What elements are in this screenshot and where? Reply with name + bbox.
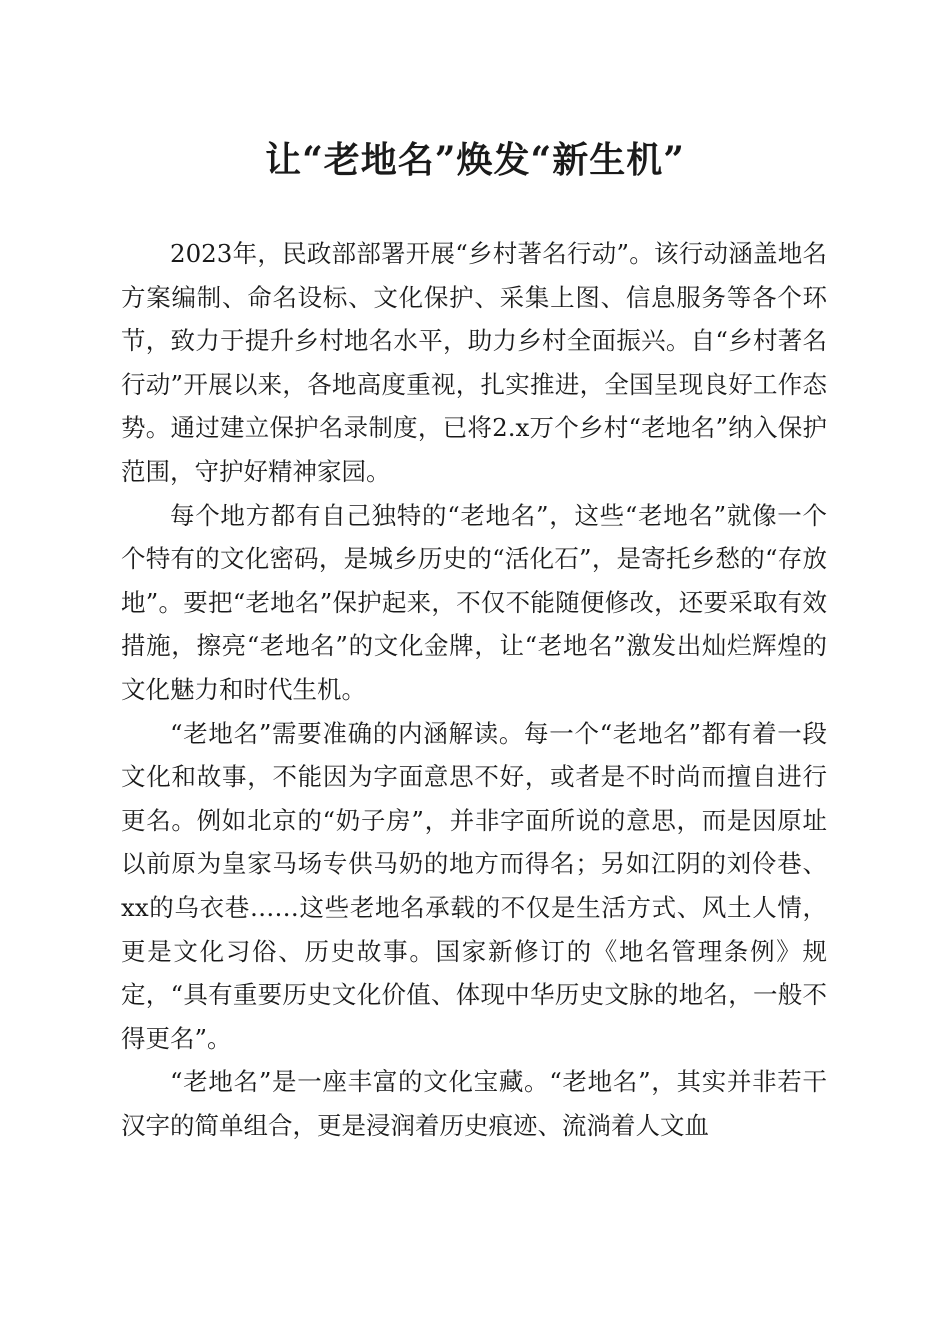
paragraph-3: “老地名”需要准确的内涵解读。每一个“老地名”都有着一段文化和故事，不能因为字面意思不好，或者是不时尚而擅自进行更名。例如北京的“奶子房”，并非字面所说的意思，而是因原址以前原为皇家马场专供马奶的地方而得名；另如江阴的刘伶巷、xx的乌衣巷……这些老地名承载的不仅是生活方式、风土人情，更是文化习俗、历史故事。国家新修订的《地名管理条例》规定，“具有重要历史文化价值、体现中华历史文脉的地名，一般不得更名”。 [121, 718, 827, 1053]
document-title: 让“老地名”焕发“新生机” [265, 139, 685, 181]
paragraph-1: 2023年，民政部部署开展“乡村著名行动”。该行动涵盖地名方案编制、命名设标、文化保护、采集上图、信息服务等各个环节，致力于提升乡村地名水平，助力乡村全面振兴。自“乡村著名行动”开展以来，各地高度重视，扎实推进，全国呈现良好工作态势。通过建立保护名录制度，已将2.x万个乡村“老地名”纳入保护范围，守护好精神家园。 [121, 239, 827, 486]
document-body [121, 232, 827, 1147]
paragraph-4: “老地名”是一座丰富的文化宝藏。“老地名”，其实并非若干汉字的简单组合，更是浸润着历史痕迹、流淌着人文血 [121, 1067, 827, 1140]
paragraph-2: 每个地方都有自己独特的“老地名”，这些“老地名”就像一个个特有的文化密码，是城乡历史的“活化石”，是寄托乡愁的“存放地”。要把“老地名”保护起来，不仅不能随便修改，还要采取有效措施，擦亮“老地名”的文化金牌，让“老地名”激发出灿烂辉煌的文化魅力和时代生机。 [121, 500, 827, 704]
